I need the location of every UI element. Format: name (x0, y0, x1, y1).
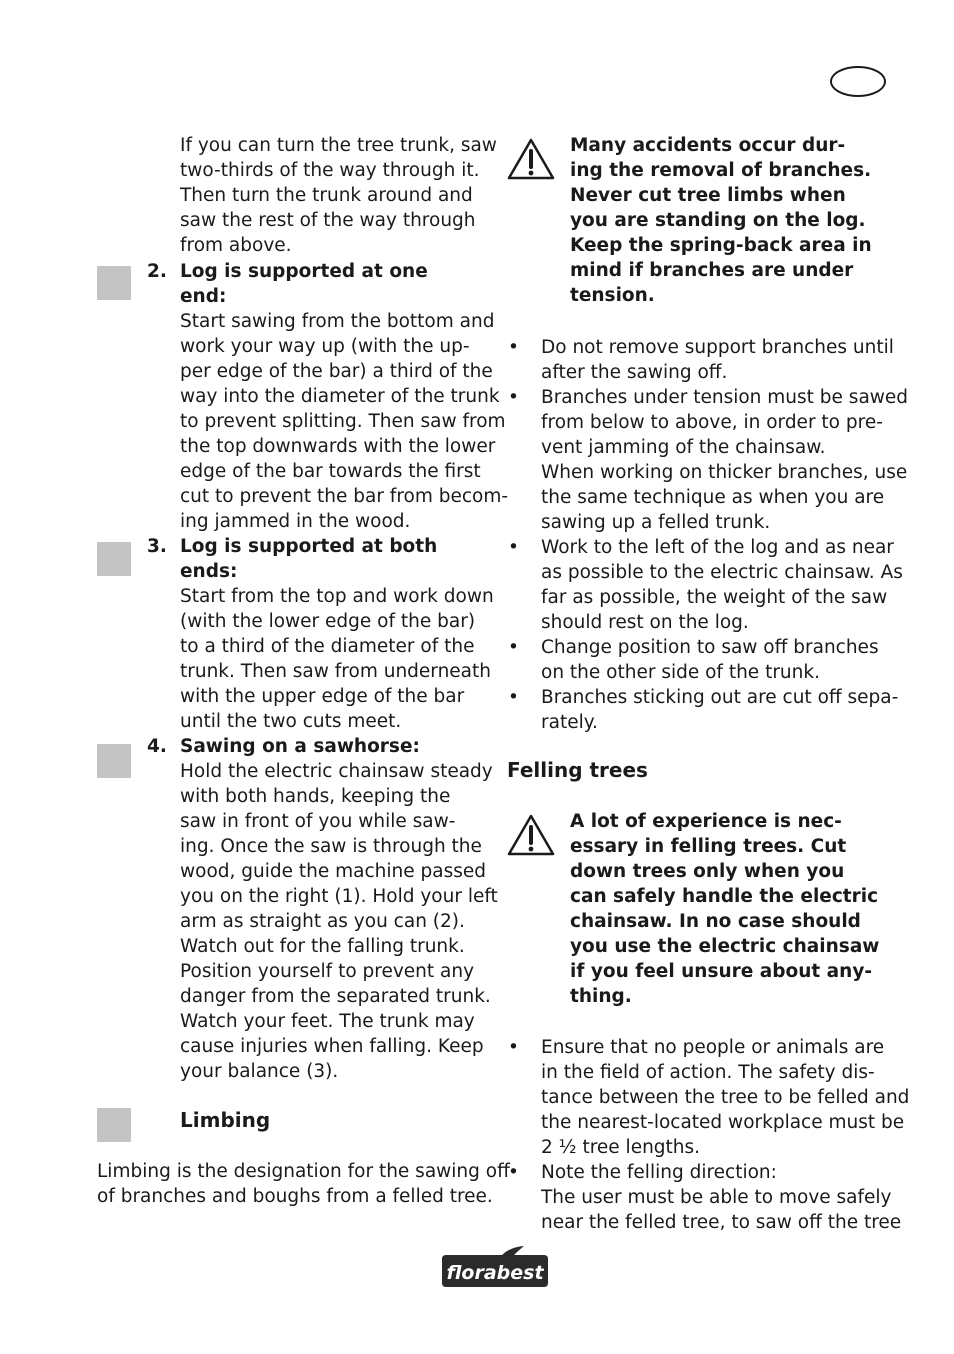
warning-limbing-text: Many accidents occur dur- ing the removal of branches. Never cut tree limbs when you are standing on the log. Keep the spring-back area in mind if branches are under tension. (570, 135, 872, 306)
list-item: Change position to saw off branches on the other side of the trunk. (541, 637, 879, 683)
figure-marker-box (97, 266, 131, 300)
limbing-heading: Limbing (180, 1108, 271, 1132)
intro-paragraph: If you can turn the tree trunk, saw two-thirds of the way through it. Then turn the trunk around and saw the rest of the way through from above. (180, 135, 497, 256)
list-item: Branches under tension must be sawed from below to above, in order to pre- vent jamming of the chainsaw. When working on thicker branches, use the same technique as when you are sawing up a felled trunk. (541, 387, 909, 533)
list-item: Ensure that no people or animals are in the field of action. The safety dis- tance between the tree to be felled and the nearest-located workplace must be 2 ½ tree lengths. (541, 1037, 910, 1158)
bullet-marker: • (508, 637, 519, 658)
item-number: 4. (147, 736, 167, 757)
felling-trees-heading: Felling trees (507, 758, 648, 782)
item-log-supported-both-ends: Log is supported at both ends: Start from the top and work down (with the lower edge of the bar) to a third of the diameter of the trunk. Then saw from underneath with the upper edge of the bar until the two cuts meet. (180, 536, 494, 732)
list-item: Do not remove support branches until after the sawing off. (541, 337, 894, 383)
warning-triangle-icon (507, 813, 555, 857)
figure-marker-box (97, 542, 131, 576)
figure-marker-box (97, 744, 131, 778)
limbing-paragraph: Limbing is the designation for the sawing off of branches and boughs from a felled tree. (97, 1161, 510, 1207)
warning-felling-text: A lot of experience is nec- essary in felling trees. Cut down trees only when you can safely handle the electric chainsaw. In no case should you use the electric chainsaw if you feel unsure about any- thing. (570, 811, 880, 1007)
warning-triangle-icon (507, 137, 555, 181)
bullet-marker: • (508, 1162, 519, 1183)
item-number: 3. (147, 536, 167, 557)
list-item: Work to the left of the log and as near as possible to the electric chainsaw. As far as possible, the weight of the saw should rest on the log. (541, 537, 903, 633)
bullet-marker: • (508, 687, 519, 708)
figure-marker-box (97, 1108, 131, 1142)
item-log-supported-one-end: Log is supported at one end: Start sawing from the bottom and work your way up (with the up- per edge of the bar) a third of the way into the diameter of the trunk to prevent splitting. Then saw from the top downwards with the lower edge of the bar towards the first cut to prevent the bar from becom- ing jammed in the wood. (180, 261, 509, 532)
bullet-marker: • (508, 337, 519, 358)
language-badge (830, 66, 886, 97)
item-sawing-on-sawhorse: Sawing on a sawhorse: Hold the electric chainsaw steady with both hands, keeping the saw in front of you while saw- ing. Once the saw is through the wood, guide the machine passed you on the right (1). Hold your left arm as straight as you can (2). Watch out for the falling trunk. Position yourself to prevent any danger from the separated trunk. Watch your feet. The trunk may cause injuries when falling. Keep your balance (3). (180, 736, 498, 1082)
item-number: 2. (147, 261, 167, 282)
list-item: Branches sticking out are cut off sepa- rately. (541, 687, 899, 733)
bullet-marker: • (508, 537, 519, 558)
bullet-marker: • (508, 387, 519, 408)
bullet-marker: • (508, 1037, 519, 1058)
list-item: Note the felling direction: The user must be able to move safely near the felled tree, to saw off the tree (541, 1162, 902, 1233)
florabest-logo (438, 1245, 552, 1289)
logo-text: florabest (446, 1262, 544, 1284)
